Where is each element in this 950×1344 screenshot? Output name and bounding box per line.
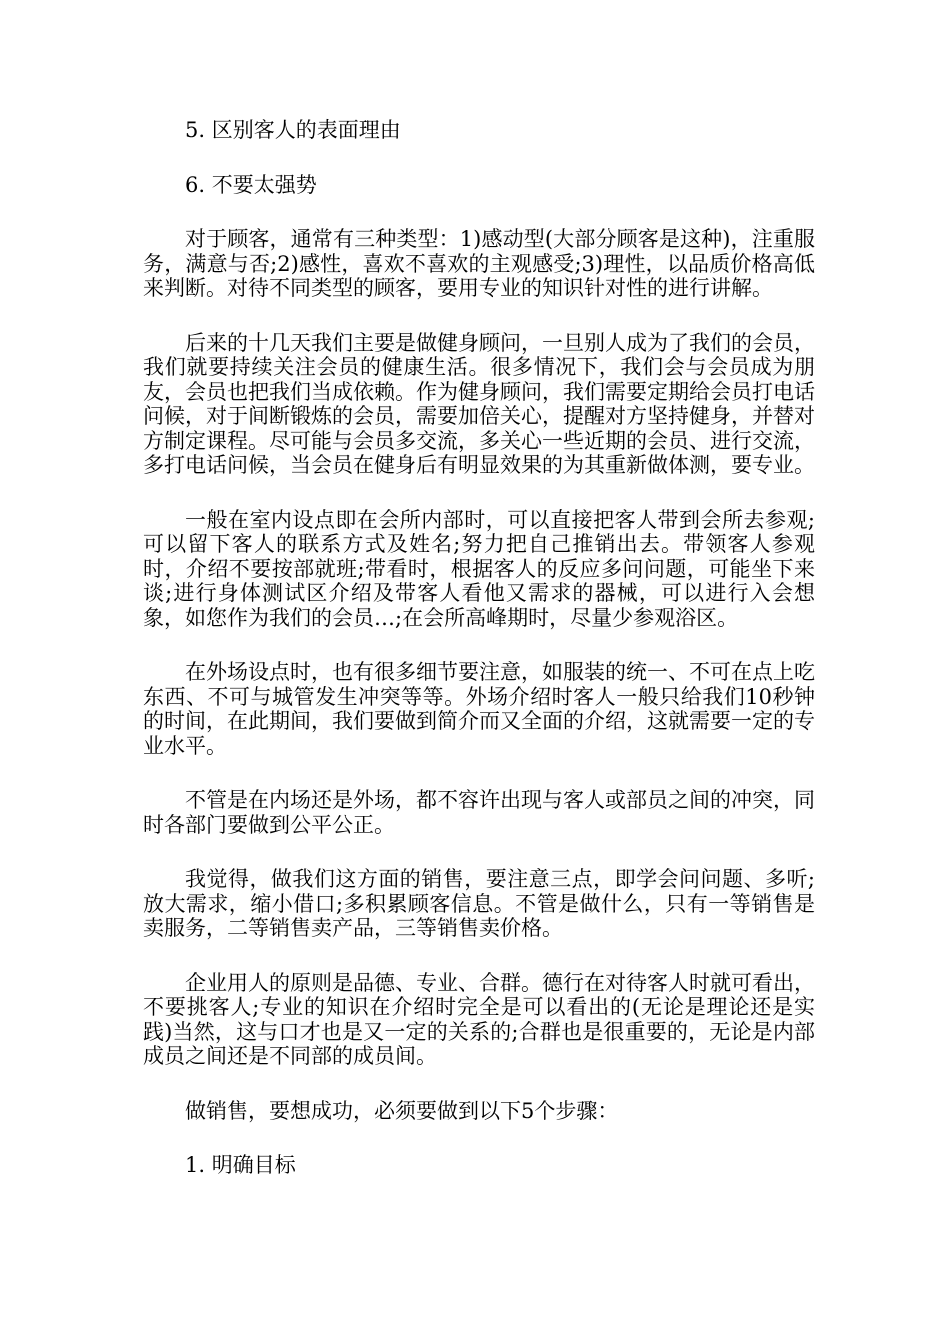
paragraph-hiring-principles: 企业用人的原则是品德、专业、合群。德行在对待客人时就可看出，不要挑客人;专业的知识在介绍时完全是可以看出的(无论是理论还是实践)当然，这与口才也是又一定的关系的;合群也是很重要的，无论是内部成员之间还是不同部的成员间。: [143, 970, 815, 1068]
paragraph-no-conflict: 不管是在内场还是外场，都不容许出现与客人或部员之间的冲突，同时各部门要做到公平公正。: [143, 788, 815, 837]
paragraph-outdoor-booth: 在外场设点时，也有很多细节要注意，如服装的统一、不可在点上吃东西、不可与城管发生冲突等等。外场介绍时客人一般只给我们10秒钟的时间，在此期间，我们要做到简介而又全面的介绍，这就需要一定的专业水平。: [143, 660, 815, 758]
list-item-5: 5. 区别客人的表面理由: [185, 118, 401, 142]
paragraph-fitness-consultant: 后来的十几天我们主要是做健身顾问，一旦别人成为了我们的会员，我们就要持续关注会员的健康生活。很多情况下，我们会与会员成为朋友，会员也把我们当成依赖。作为健身顾问，我们需要定期给会员打电话问候，对于间断锻炼的会员，需要加倍关心，提醒对方坚持健身，并替对方制定课程。尽可能与会员多交流，多关心一些近期的会员、进行交流，多打电话问候，当会员在健身后有明显效果的为其重新做体测，要专业。: [143, 330, 815, 477]
list-item-1: 1. 明确目标: [185, 1153, 296, 1177]
paragraph-five-steps: 做销售，要想成功，必须要做到以下5个步骤：: [185, 1098, 619, 1123]
list-item-6: 6. 不要太强势: [185, 172, 317, 197]
paragraph-sales-tips: 我觉得，做我们这方面的销售，要注意三点，即学会问问题、多听;放大需求，缩小借口;多积累顾客信息。不管是做什么，只有一等销售是卖服务，二等销售卖产品，三等销售卖价格。: [143, 867, 815, 940]
document-body: [143, 118, 815, 1208]
paragraph-customer-types: 对于顾客，通常有三种类型：1)感动型(大部分顾客是这种)，注重服务，满意与否;2)感性，喜欢不喜欢的主观感受;3)理性，以品质价格高低来判断。对待不同类型的顾客，要用专业的知识针对性的进行讲解。: [143, 227, 815, 300]
paragraph-indoor-booth: 一般在室内设点即在会所内部时，可以直接把客人带到会所去参观;可以留下客人的联系方式及姓名;努力把自己推销出去。带领客人参观时，介绍不要按部就班;带看时，根据客人的反应多问问题，可能坐下来谈;进行身体测试区介绍及带客人看他又需求的器械，可以进行入会想象，如您作为我们的会员…;在会所高峰期时，尽量少参观浴区。: [143, 507, 815, 630]
